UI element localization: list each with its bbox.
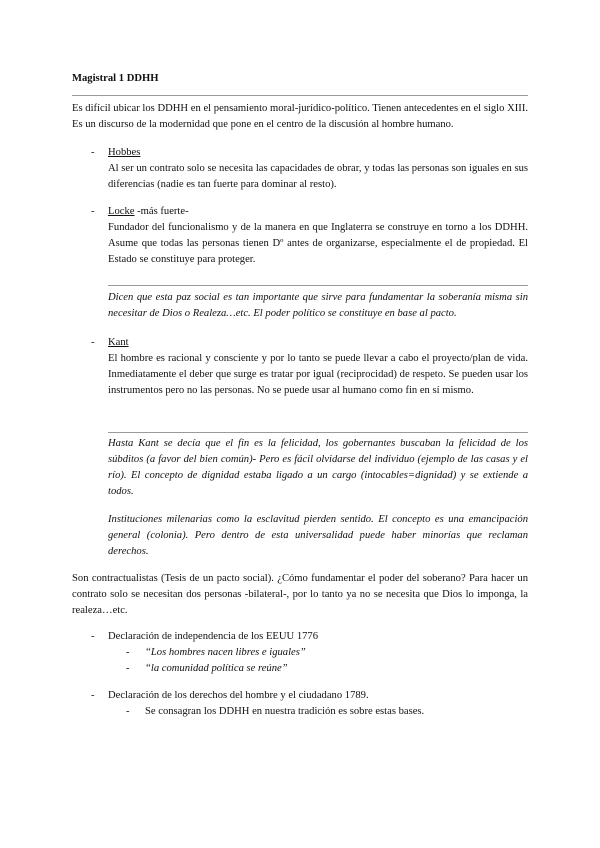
title-divider	[72, 95, 528, 96]
bullet-dash: -	[91, 337, 95, 348]
usa-quote-2: “la comunidad política se reúne”	[145, 663, 288, 674]
intro-paragraph: Es difícil ubicar los DDHH en el pensamiento moral-jurídico-político. Tienen antecedentes en el siglo XIII. Es un discurso de la modernidad que pone en el centro de la discusión al hombre humano.	[72, 103, 528, 130]
locke-suffix: -más fuerte-	[134, 206, 189, 217]
note3-paragraph: Instituciones milenarias como la esclavitud pierden sentido. El concepto es una emancipación general (colonia). Pero dentro de esta universalidad puede haber minorías que reclaman derechos.	[108, 514, 528, 557]
locke-heading: Locke	[108, 206, 135, 217]
note2-divider	[108, 432, 528, 433]
contract-paragraph: Son contractualistas (Tesis de un pacto social). ¿Cómo fundamentar el poder del soberano? Para hacer un contrato solo se necesitan dos personas -bilateral-, por lo tanto ya no se necesita que Dios lo imponga, la realeza…etc.	[72, 573, 528, 616]
hobbes-item	[108, 145, 528, 193]
sub-bullet-dash: -	[126, 663, 130, 674]
sub-bullet-dash: -	[126, 647, 130, 658]
bullet-dash: -	[91, 690, 95, 701]
kant-heading: Kant	[108, 337, 129, 348]
hobbes-text: Al ser un contrato solo se necesita las capacidades de obrar, y todas las personas son iguales en sus diferencias (nadie es tan fuerte para dominar al resto).	[108, 163, 528, 190]
locke-text: Fundador del funcionalismo y de la manera en que Inglaterra se construye en torno a los DDHH. Asume que todas las personas tienen Dº antes de organizarse, especialmente el de propiedad. El Estado se constituye para proteger.	[108, 222, 528, 265]
bullet-dash: -	[91, 631, 95, 642]
hobbes-heading: Hobbes	[108, 147, 141, 158]
france-declaration: Declaración de los derechos del hombre y el ciudadano 1789.	[108, 690, 369, 701]
usa-quote-1: “Los hombres nacen libres e iguales”	[145, 647, 306, 658]
note1-divider	[108, 285, 528, 286]
locke-item	[108, 204, 528, 268]
france-subitem-1: Se consagran los DDHH en nuestra tradición es sobre estas bases.	[145, 706, 425, 717]
note1-paragraph: Dicen que esta paz social es tan importante que sirve para fundamentar la soberanía misma sin necesitar de Dios o Realeza…etc. El poder político se constituye en base al pacto.	[108, 292, 528, 319]
bullet-dash: -	[91, 206, 95, 217]
bullet-dash: -	[91, 147, 95, 158]
kant-item	[108, 335, 528, 399]
sub-bullet-dash: -	[126, 706, 130, 717]
document-title: Magistral 1 DDHH	[72, 73, 159, 84]
kant-text: El hombre es racional y consciente y por lo tanto se puede llevar a cabo el proyecto/plan de vida. Inmediatamente el deber que surge es tratar por igual (reciprocidad) de respeto. Se pueden usar los instrumentos pero no las personas. No se puede usar al humano como fin en sí mismo.	[108, 353, 528, 396]
usa-declaration: Declaración de independencia de los EEUU 1776	[108, 631, 319, 642]
note2-paragraph: Hasta Kant se decía que el fin es la felicidad, los gobernantes buscaban la felicidad de los súbditos (a favor del bien común)- Pero es fácil olvidarse del individuo (ejemplo de las casas y el río). El concepto de dignidad estaba ligado a un cargo (intocables=dignidad) y se extiende a todos.	[108, 438, 528, 497]
